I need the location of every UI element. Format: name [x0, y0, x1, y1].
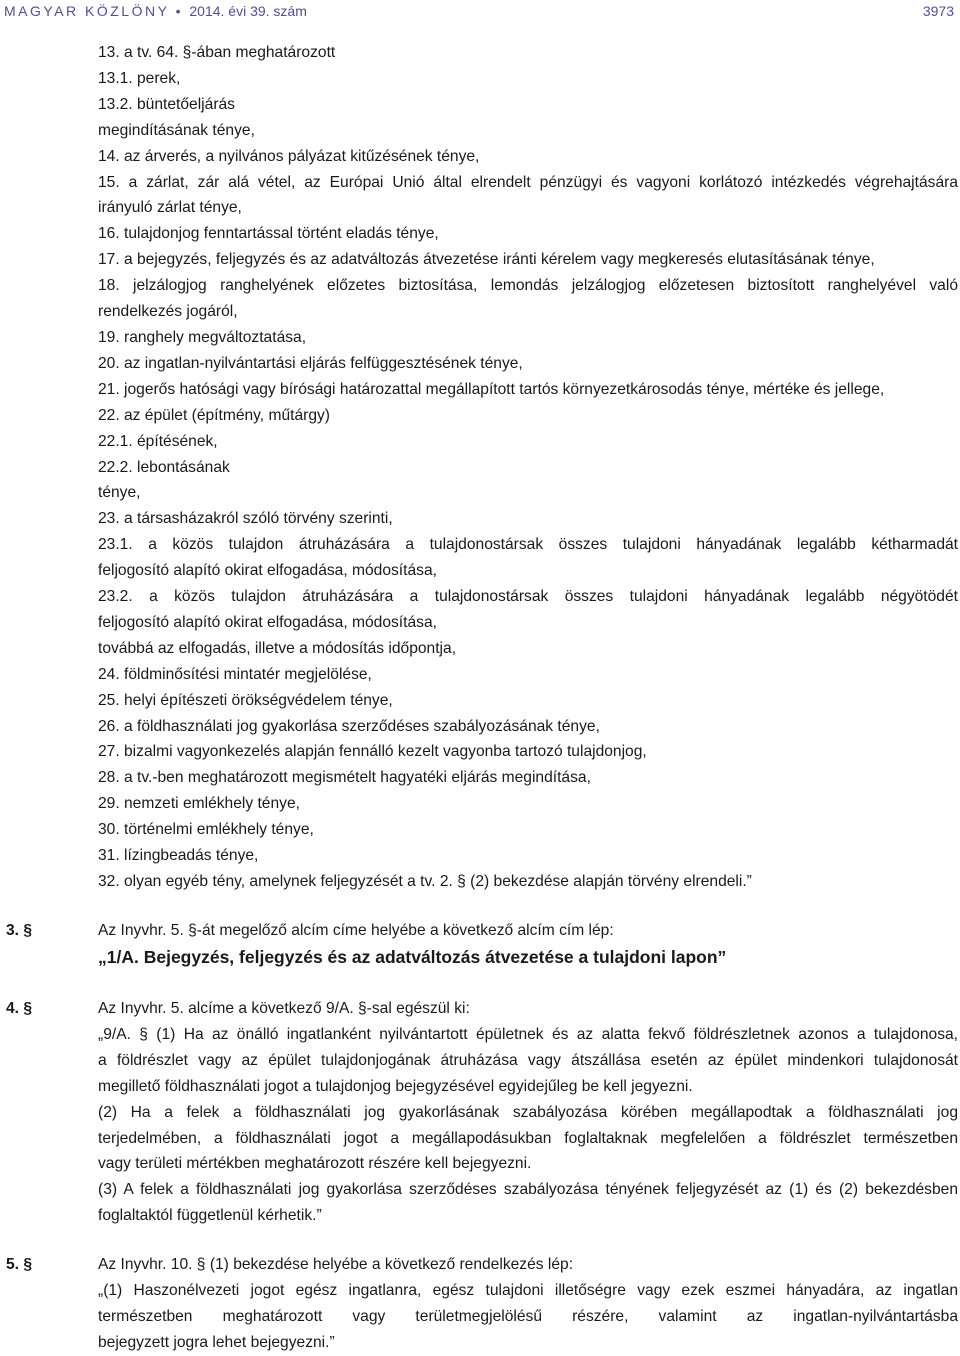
list-item: feljogosító alapító okirat elfogadása, módosítása,	[98, 562, 437, 580]
list-item: 29. nemzeti emlékhely ténye,	[98, 795, 300, 813]
list-item: 17. a bejegyzés, feljegyzés és az adatváltozás átvezetése iránti kérelem vagy megkeresés elutasításának ténye,	[98, 251, 875, 269]
paragraph-line: Az Inyvhr. 10. § (1) bekezdése helyébe a következő rendelkezés lép:	[98, 1256, 574, 1273]
paragraph-line: bejegyzett jogra lehet bejegyezni.”	[98, 1333, 335, 1351]
list-item: 26. a földhasználati jog gyakorlása szerződéses szabályozásának ténye,	[98, 717, 600, 735]
section-number: 3. §	[6, 922, 33, 939]
list-item: rendelkezés jogáról,	[98, 303, 238, 321]
issue-label: 2014. évi 39. szám	[189, 3, 307, 19]
list-item: 31. lízingbeadás ténye,	[98, 847, 259, 865]
list-item: ténye,	[98, 484, 141, 502]
subtitle-line: „1/A. Bejegyzés, feljegyzés és az adatváltozás átvezetése a tulajdoni lapon”	[98, 946, 727, 967]
list-item: irányuló zárlat ténye,	[98, 199, 242, 217]
list-item: 22.1. építésének,	[98, 432, 218, 450]
section-body	[98, 918, 958, 970]
section-body	[98, 1252, 958, 1356]
section-number: 5. §	[6, 1256, 33, 1273]
journal-title: MAGYAR KÖZLÖNY • 2014. évi 39. szám	[4, 3, 307, 19]
paragraph-line: „(1) Haszonélvezeti jogot egész ingatlanra, egész tulajdoni illetőségre vagy ezek eszmei hányadára, az ingatlan	[98, 1281, 958, 1299]
list-item: 27. bizalmi vagyonkezelés alapján fennálló kezelt vagyonba tartozó tulajdonjog,	[98, 743, 647, 761]
list-item: 18. jelzálogjog ranghelyének előzetes biztosítása, lemondás jelzálogjog előzetesen biztosított ranghelyével való	[98, 277, 958, 295]
list-item: 20. az ingatlan-nyilvántartási eljárás felfüggesztésének ténye,	[98, 354, 523, 372]
list-item: 24. földminősítési mintatér megjelölése,	[98, 665, 372, 683]
paragraph-line: terjedelmében, a földhasználati jogot a megállapodásukban foglaltaknak megfelelően a földrészlet természetben	[98, 1129, 958, 1147]
paragraph-line: „9/A. § (1) Ha az önálló ingatlanként nyilvántartott épületnek és az alatta fekvő földrészletnek azonos a tulajdonosa,	[98, 1025, 958, 1043]
list-item: 22.2. lebontásának	[98, 458, 230, 476]
paragraph-line: Az Inyvhr. 5. alcíme a következő 9/A. §-sal egészül ki:	[98, 1000, 470, 1017]
amendment-list	[98, 40, 958, 895]
list-item: 13. a tv. 64. §-ában meghatározott	[98, 44, 336, 61]
paragraph-line: (3) A felek a földhasználati jog gyakorlása szerződéses szabályozása tényének feljegyzését az (1) és (2) bekezdésben	[98, 1181, 958, 1199]
section-number: 4. §	[6, 1000, 33, 1017]
page-number: 3973	[922, 3, 954, 19]
paragraph-line: a földrészlet vagy az épület tulajdonjogának átruházása vagy átszállása esetén az épület mindenkori tulajdonosát	[98, 1051, 958, 1069]
list-item: 23. a társasházakról szóló törvény szerinti,	[98, 510, 393, 528]
list-item: 23.2. a közös tulajdon átruházására a tulajdonostársak összes tulajdoni hányadának legalább négyötödét	[98, 588, 958, 606]
paragraph-line: Az Inyvhr. 5. §-át megelőző alcím címe helyébe a következő alcím cím lép:	[98, 922, 614, 939]
list-item: megindításának ténye,	[98, 121, 255, 139]
list-item: 32. olyan egyéb tény, amelynek feljegyzését a tv. 2. § (2) bekezdése alapján törvény elrendeli.”	[98, 873, 752, 890]
list-item: 16. tulajdonjog fenntartással történt eladás ténye,	[98, 225, 439, 243]
paragraph-line: természetben meghatározott vagy területmegjelölésű részére, valamint az ingatlan-nyilvántartásba	[98, 1307, 958, 1325]
paragraph-line: (2) Ha a felek a földhasználati jog gyakorlásának szabályozása körében megállapodtak a földhasználati jog	[98, 1103, 958, 1121]
list-item: 30. történelmi emlékhely ténye,	[98, 821, 314, 839]
paragraph-line: vagy területi mértékben meghatározott részére kell bejegyezni.	[98, 1155, 532, 1173]
list-item: 13.2. büntetőeljárás	[98, 95, 235, 113]
paragraph-line: foglaltaktól függetlenül kérhetik.”	[98, 1207, 322, 1225]
list-item: 15. a zárlat, zár alá vétel, az Európai Unió által elrendelt pénzügyi és vagyoni korlátozó intézkedés végrehajtására	[98, 173, 958, 191]
list-item: 28. a tv.-ben meghatározott megismételt hagyatéki eljárás megindítása,	[98, 769, 591, 787]
section-body	[98, 996, 958, 1229]
list-item: továbbá az elfogadás, illetve a módosítás időpontja,	[98, 639, 457, 657]
page-header	[0, 0, 960, 24]
journal-name: MAGYAR KÖZLÖNY	[4, 3, 170, 19]
list-item: 13.1. perek,	[98, 69, 181, 87]
list-item: 22. az épület (építmény, műtárgy)	[98, 406, 330, 424]
list-item: 25. helyi építészeti örökségvédelem ténye,	[98, 691, 393, 709]
list-item: 23.1. a közös tulajdon átruházására a tulajdonostársak összes tulajdoni hányadának legalább kétharmadát	[98, 536, 958, 554]
paragraph-line: megillető földhasználati jogot a tulajdonjog bejegyzésével egyidejűleg be kell jegyezni.	[98, 1077, 693, 1095]
list-item: feljogosító alapító okirat elfogadása, módosítása,	[98, 613, 437, 631]
list-item: 21. jogerős hatósági vagy bírósági határozattal megállapított tartós környezetkárosodás ténye, mértéke és jellege,	[98, 380, 885, 398]
list-item: 14. az árverés, a nyilvános pályázat kitűzésének ténye,	[98, 147, 480, 165]
list-item: 19. ranghely megváltoztatása,	[98, 328, 307, 346]
